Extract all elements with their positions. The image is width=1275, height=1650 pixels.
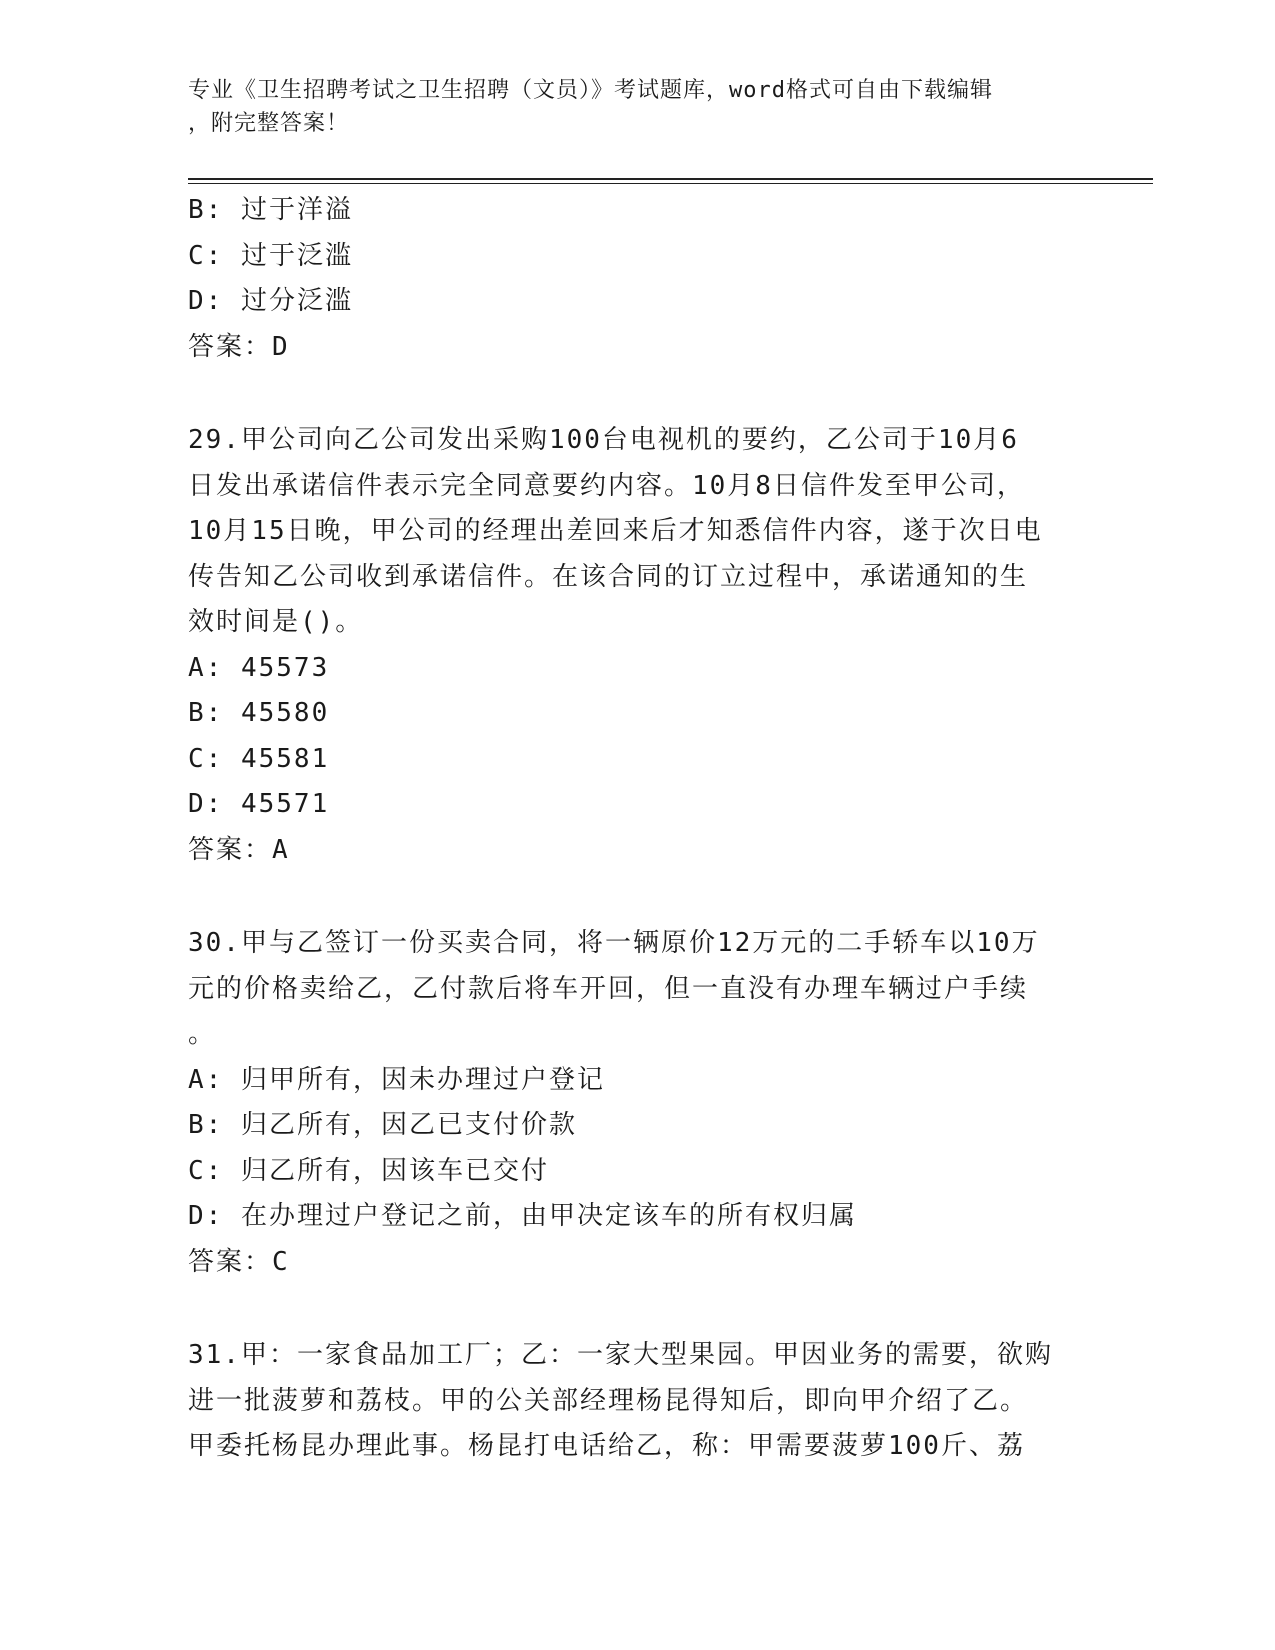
question-28 [188, 188, 1088, 370]
option-c [188, 1149, 1088, 1195]
option-text: 过分泛滥 [240, 286, 353, 316]
answer-label: 答案： [188, 1246, 273, 1277]
answer-value: A [272, 834, 290, 865]
option-d [188, 782, 1088, 828]
option-text: 归乙所有，因乙已支付价款 [240, 1110, 577, 1140]
header-divider [188, 178, 1153, 180]
option-text: 45580 [240, 698, 330, 728]
question-spacer [188, 1285, 1088, 1333]
option-d [188, 1194, 1088, 1240]
document-body [188, 188, 1088, 1470]
option-text: 45581 [240, 743, 330, 774]
option-text: 过于洋溢 [240, 195, 353, 225]
question-text-line: 效时间是()。 [188, 607, 364, 637]
answer-value: D [272, 331, 290, 362]
question-text-line: 甲委托杨昆办理此事。杨昆打电话给乙，称：甲需要菠萝100斤、荔 [188, 1431, 1025, 1461]
option-a [188, 1058, 1088, 1104]
option-label: D: [188, 1201, 224, 1231]
question-text-line: 。 [188, 1019, 217, 1049]
question-text-line: 元的价格卖给乙，乙付款后将车开回，但一直没有办理车辆过户手续 [188, 973, 1029, 1004]
option-label: D: [188, 789, 224, 819]
option-label: D: [188, 286, 224, 316]
header-divider-thin [188, 183, 1153, 184]
option-text: 归乙所有，因该车已交付 [240, 1155, 549, 1186]
header-line-1: 专业《卫生招聘考试之卫生招聘（文员）》考试题库，word格式可自由下载编辑 [188, 78, 993, 103]
answer-value: C [272, 1246, 290, 1277]
option-c [188, 737, 1088, 783]
option-label: C: [188, 743, 224, 774]
document-header [188, 74, 1068, 140]
option-a [188, 646, 1088, 692]
option-label: B: [188, 698, 224, 728]
question-text-line: 10月15日晚，甲公司的经理出差回来后才知悉信件内容，遂于次日电 [188, 516, 1043, 546]
option-b [188, 188, 1088, 234]
option-b [188, 1103, 1088, 1149]
answer-line [188, 325, 1088, 371]
option-label: C: [188, 1155, 224, 1186]
option-text: 45573 [240, 652, 330, 683]
option-label: B: [188, 1110, 224, 1140]
question-30 [188, 921, 1088, 1285]
option-label: A: [188, 652, 224, 683]
answer-label: 答案： [188, 834, 273, 865]
answer-line [188, 828, 1088, 874]
question-text-line: 29.甲公司向乙公司发出采购100台电视机的要约，乙公司于10月6 [188, 425, 1019, 455]
question-text-line: 传告知乙公司收到承诺信件。在该合同的订立过程中，承诺通知的生 [188, 561, 1029, 592]
question-text-line: 进一批菠萝和荔枝。甲的公关部经理杨昆得知后，即向甲介绍了乙。 [188, 1385, 1029, 1416]
question-spacer [188, 370, 1088, 418]
answer-label: 答案： [188, 331, 273, 362]
option-text: 45571 [240, 789, 330, 819]
option-c [188, 234, 1088, 280]
question-31 [188, 1333, 1088, 1470]
answer-line [188, 1240, 1088, 1286]
question-text-line: 30.甲与乙签订一份买卖合同，将一辆原价12万元的二手轿车以10万 [188, 928, 1040, 958]
question-text-line: 31.甲：一家食品加工厂；乙：一家大型果园。甲因业务的需要，欲购 [188, 1340, 1053, 1370]
option-label: A: [188, 1064, 224, 1095]
option-b [188, 691, 1088, 737]
option-label: C: [188, 240, 224, 271]
question-text-line: 日发出承诺信件表示完全同意要约内容。10月8日信件发至甲公司， [188, 470, 1025, 501]
option-text: 在办理过户登记之前，由甲决定该车的所有权归属 [240, 1201, 857, 1231]
option-text: 过于泛滥 [240, 240, 353, 271]
option-label: B: [188, 195, 224, 225]
option-text: 归甲所有，因未办理过户登记 [240, 1064, 605, 1095]
question-29 [188, 418, 1088, 873]
header-line-2: ，附完整答案！ [188, 111, 350, 136]
question-spacer [188, 873, 1088, 921]
option-d [188, 279, 1088, 325]
